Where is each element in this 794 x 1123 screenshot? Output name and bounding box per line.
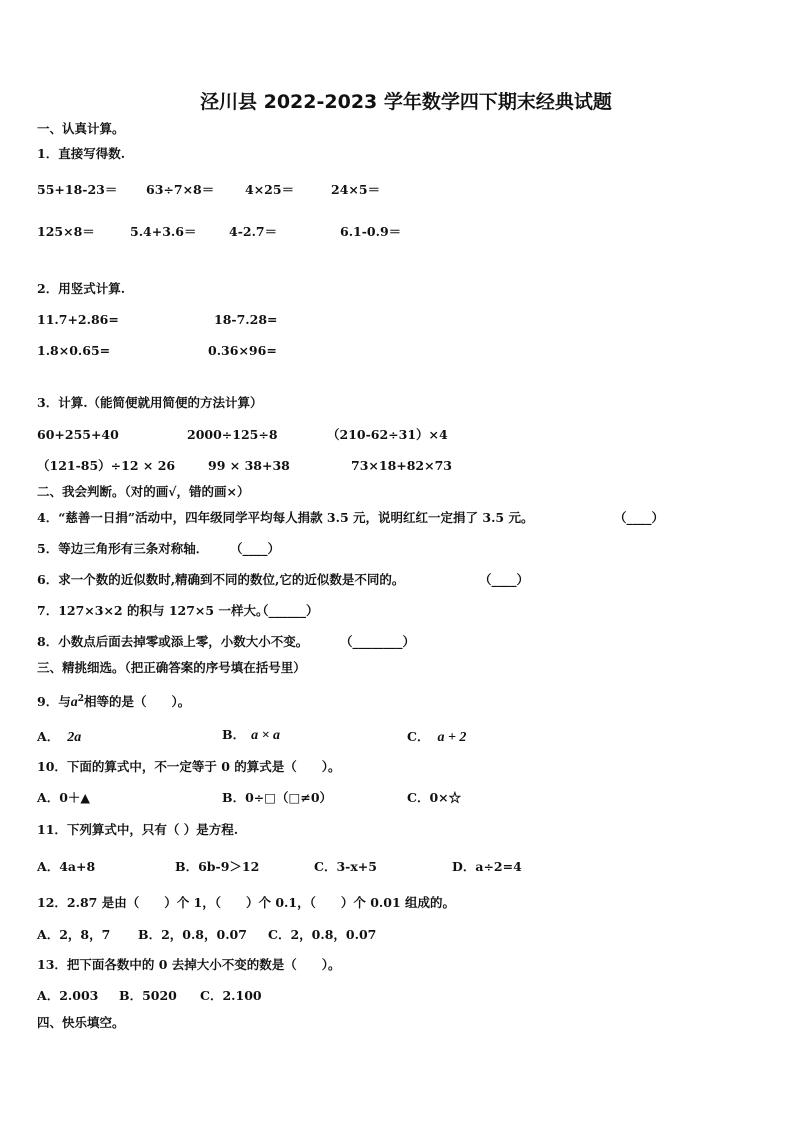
answer-blank[interactable]: （____） bbox=[230, 541, 281, 556]
judge-item-text: 6．求一个数的近似数时,精确到不同的数位,它的近似数是不同的。 bbox=[37, 572, 405, 587]
option-c[interactable]: C．3-x+5 bbox=[314, 859, 377, 874]
judge-item-text: 5．等边三角形有三条对称轴． bbox=[37, 541, 209, 556]
answer-blank[interactable]: （________） bbox=[340, 634, 416, 649]
question-9-stem bbox=[37, 691, 190, 711]
option-math: a + 2 bbox=[437, 730, 467, 745]
section-1-heading: 一、认真计算。 bbox=[37, 121, 125, 136]
q2-expr: 11.7+2.86= bbox=[37, 312, 119, 327]
q3-expr: 99 × 38+38 bbox=[208, 458, 290, 473]
q3-expr: 73×18+82×73 bbox=[351, 458, 453, 473]
section-4-heading: 四、快乐填空。 bbox=[37, 1015, 125, 1030]
option-letter: B． bbox=[222, 727, 246, 742]
option-c[interactable] bbox=[407, 729, 466, 746]
question-1-label: 1．直接写得数. bbox=[37, 146, 126, 161]
q1-expr: 4-2.7＝ bbox=[229, 224, 278, 239]
option-b[interactable] bbox=[222, 727, 280, 744]
q3-expr: 60+255+40 bbox=[37, 427, 119, 442]
question-11-stem: 11．下列算式中，只有（ ）是方程. bbox=[37, 822, 239, 837]
judge-item-text: 7．127×3×2 的积与 127×5 一样大。 bbox=[37, 603, 269, 618]
option-a[interactable]: A．4a+8 bbox=[37, 859, 96, 874]
section-2-heading: 二、我会判断。（对的画√，错的画×） bbox=[37, 484, 250, 499]
answer-blank[interactable]: （____） bbox=[479, 572, 530, 587]
q1-expr: 63÷7×8＝ bbox=[146, 182, 215, 197]
page-title: 泾川县 2022-2023 学年数学四下期末经典试题 bbox=[200, 91, 612, 113]
judge-item-text: 4．“慈善一日捐”活动中，四年级同学平均每人捐款 3.5 元，说明红红一定捐了 3.5 元。 bbox=[37, 510, 534, 525]
option-a[interactable]: A．2，8，7 bbox=[37, 927, 111, 942]
question-3-label: 3．计算.（能简便就用简便的方法计算） bbox=[37, 395, 263, 410]
option-a[interactable] bbox=[37, 729, 81, 746]
answer-blank[interactable]: （______） bbox=[256, 603, 319, 618]
q1-expr: 6.1-0.9＝ bbox=[340, 224, 402, 239]
stem-prefix: 9．与 bbox=[37, 694, 71, 710]
q2-expr: 1.8×0.65= bbox=[37, 343, 111, 358]
exponent: 2 bbox=[77, 694, 84, 704]
option-b[interactable]: B．6b-9＞12 bbox=[175, 859, 260, 874]
option-b[interactable]: B．0÷□（□≠0） bbox=[222, 790, 333, 805]
option-c[interactable]: C．2.100 bbox=[200, 988, 262, 1003]
answer-blank[interactable]: （____） bbox=[614, 510, 665, 525]
option-a[interactable]: A．2.003 bbox=[37, 988, 99, 1003]
option-math: a × a bbox=[251, 728, 281, 743]
question-10-stem: 10．下面的算式中，不一定等于 0 的算式是（ ）。 bbox=[37, 759, 341, 774]
option-d[interactable]: D．a÷2=4 bbox=[452, 859, 522, 874]
option-b[interactable]: B．5020 bbox=[119, 988, 177, 1003]
q1-expr: 5.4+3.6＝ bbox=[130, 224, 197, 239]
option-c[interactable]: C．2，0.8，0.07 bbox=[268, 927, 377, 942]
q1-expr: 24×5＝ bbox=[331, 182, 381, 197]
option-math: 2a bbox=[67, 730, 82, 745]
variable-a: a bbox=[70, 695, 78, 711]
judge-item-text: 8．小数点后面去掉零或添上零，小数大小不变。 bbox=[37, 634, 309, 649]
option-b[interactable]: B．2，0.8，0.07 bbox=[138, 927, 247, 942]
q3-expr: （210-62÷31）×4 bbox=[327, 427, 448, 442]
question-13-stem: 13．把下面各数中的 0 去掉大小不变的数是（ ）。 bbox=[37, 957, 341, 972]
stem-suffix: 相等的是（ ）。 bbox=[83, 694, 191, 710]
q2-expr: 0.36×96= bbox=[208, 343, 277, 358]
q2-expr: 18-7.28= bbox=[214, 312, 278, 327]
q1-expr: 4×25＝ bbox=[245, 182, 295, 197]
q1-expr: 55+18-23＝ bbox=[37, 182, 118, 197]
option-c[interactable]: C．0×☆ bbox=[407, 790, 462, 805]
q1-expr: 125×8＝ bbox=[37, 224, 95, 239]
question-12-stem: 12．2.87 是由（ ）个 1，（ ）个 0.1，（ ）个 0.01 组成的。 bbox=[37, 895, 455, 910]
option-letter: C． bbox=[407, 729, 430, 744]
q3-expr: （121-85）÷12 × 26 bbox=[37, 458, 176, 473]
option-letter: A． bbox=[37, 729, 60, 744]
option-a[interactable]: A．0＋▲ bbox=[37, 790, 91, 805]
question-2-label: 2．用竖式计算. bbox=[37, 281, 126, 296]
section-3-heading: 三、精挑细选。（把正确答案的序号填在括号里） bbox=[37, 660, 306, 675]
q3-expr: 2000÷125÷8 bbox=[187, 427, 278, 442]
